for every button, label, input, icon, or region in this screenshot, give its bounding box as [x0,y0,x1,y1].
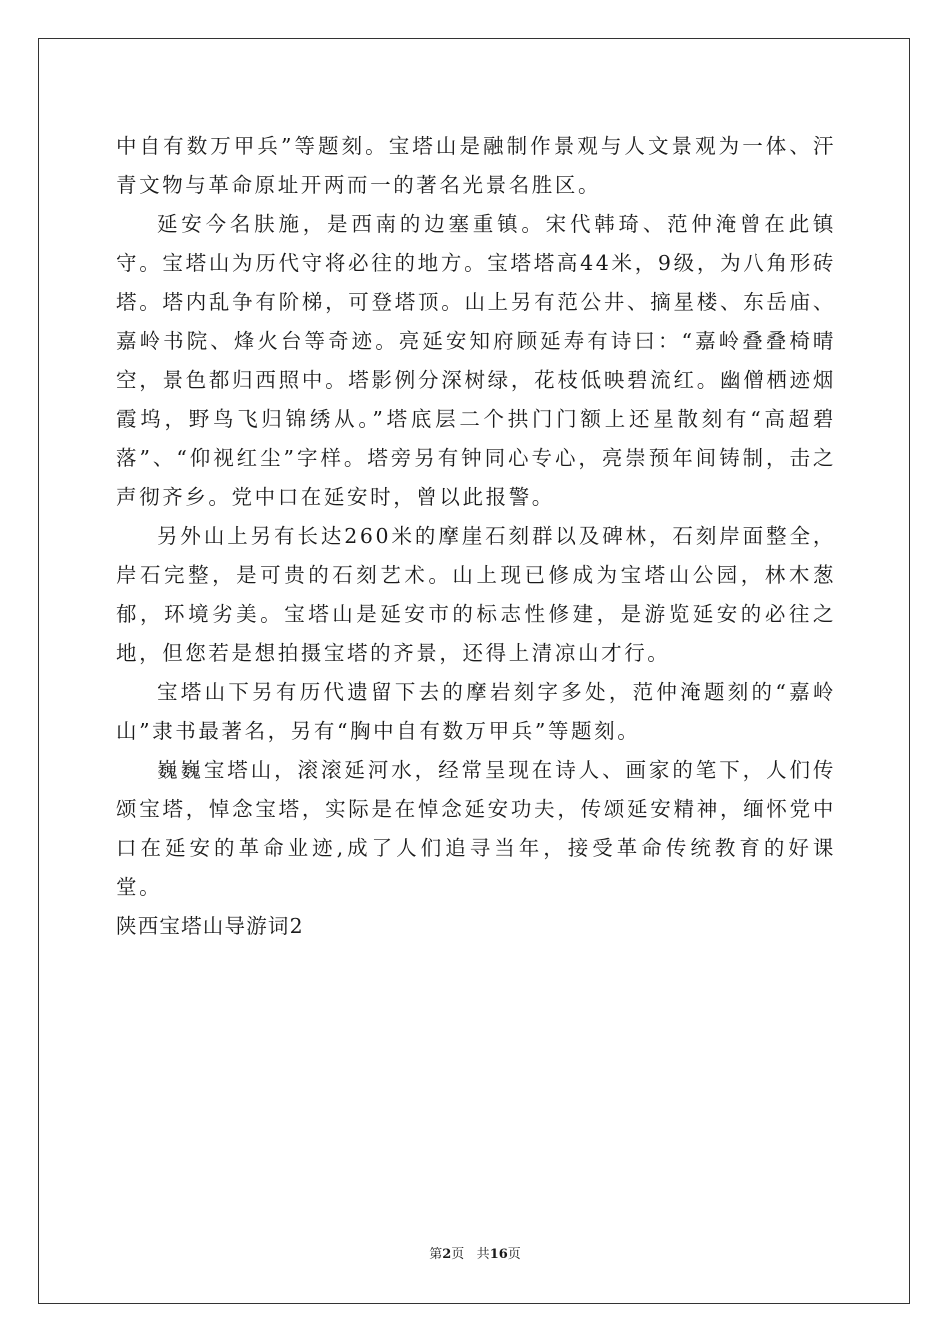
footer-total-pages: 16 [489,1247,508,1262]
document-body [116,127,836,946]
footer-page-suffix: 页 [451,1247,465,1262]
footer-prefix: 第 [429,1247,443,1262]
footer-total-suffix: 页 [507,1247,521,1262]
paragraph-4: 宝塔山下另有历代遗留下去的摩岩刻字多处，范仲淹题刻的“嘉岭山”隶书最著名，另有“胸中自有数万甲兵”等题刻。 [116,680,836,743]
paragraph-5: 巍巍宝塔山，滚滚延河水，经常呈现在诗人、画家的笔下，人们传颂宝塔，悼念宝塔，实际是在悼念延安功夫，传颂延安精神，缅怀党中口在延安的革命业迹,成了人们追寻当年，接受革命传统教育的好课堂。 [116,758,836,899]
paragraph-1: 中自有数万甲兵”等题刻。宝塔山是融制作景观与人文景观为一体、汗青文物与革命原址开两而一的著名光景名胜区。 [116,134,836,197]
page-footer [0,1247,950,1263]
footer-total-prefix: 共 [476,1247,490,1262]
paragraph-2: 延安今名肤施，是西南的边塞重镇。宋代韩琦、范仲淹曾在此镇守。宝塔山为历代守将必往的地方。宝塔塔高44米，9级，为八角形砖塔。塔内乱争有阶梯，可登塔顶。山上另有范公井、摘星楼、东岳庙、嘉岭书院、烽火台等奇迹。亮延安知府顾延寿有诗曰：“嘉岭叠叠椅晴空，景色都归西照中。塔影例分深树绿，花枝低映碧流红。幽僧栖迹烟霞坞，野鸟飞归锦绣从。”塔底层二个拱门门额上还星散刻有“高超碧落”、“仰视红尘”字样。塔旁另有钟同心专心，亮崇预年间铸制，击之声彻齐乡。党中口在延安时，曾以此报警。 [116,212,836,509]
footer-page-number: 2 [442,1247,452,1262]
paragraph-3: 另外山上另有长达260米的摩崖石刻群以及碑林，石刻岸面整全，岸石完整，是可贵的石刻艺术。山上现已修成为宝塔山公园，林木葱郁，环境劣美。宝塔山是延安市的标志性修建，是游览延安的必往之地，但您若是想拍摄宝塔的齐景，还得上清凉山才行。 [116,524,836,665]
section-heading: 陕西宝塔山导游词2 [116,914,304,938]
